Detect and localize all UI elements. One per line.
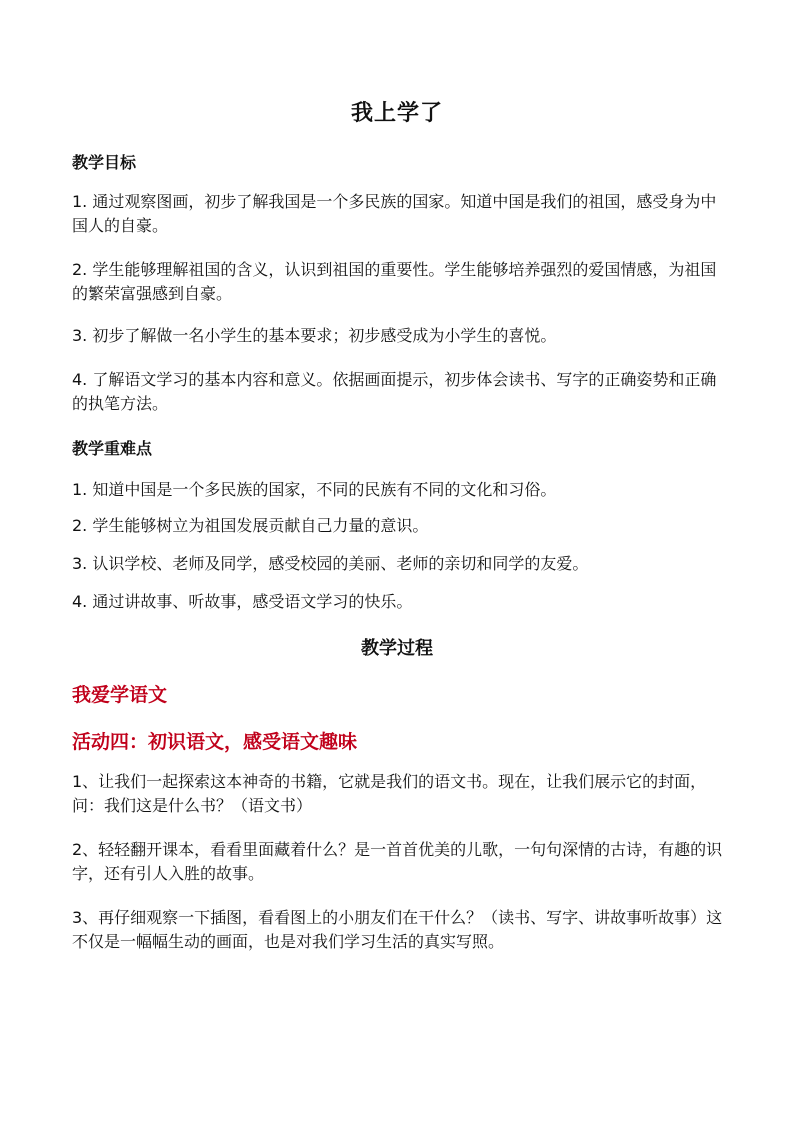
key-point-item: 3. 认识学校、老师及同学，感受校园的美丽、老师的亲切和同学的友爱。 — [72, 554, 589, 573]
goal-item: 3. 初步了解做一名小学生的基本要求；初步感受成为小学生的喜悦。 — [72, 326, 557, 345]
key-point-item: 1. 知道中国是一个多民族的国家，不同的民族有不同的文化和习俗。 — [72, 480, 557, 499]
key-points-heading: 教学重难点 — [72, 439, 153, 458]
goal-item: 4. 了解语文学习的基本内容和意义。依据画面提示，初步体会读书、写字的正确姿势和正确的执笔方法。 — [72, 370, 717, 413]
key-point-item: 2. 学生能够树立为祖国发展贡献自己力量的意识。 — [72, 516, 429, 535]
goal-item: 1. 通过观察图画，初步了解我国是一个多民族的国家。知道中国是我们的祖国，感受身为中国人的自豪。 — [72, 192, 717, 235]
process-heading: 教学过程 — [361, 638, 433, 659]
key-point-item: 4. 通过讲故事、听故事，感受语文学习的快乐。 — [72, 592, 413, 611]
goal-item: 2. 学生能够理解祖国的含义，认识到祖国的重要性。学生能够培养强烈的爱国情感，为祖国的繁荣富强感到自豪。 — [72, 260, 717, 303]
goals-heading: 教学目标 — [72, 153, 137, 172]
activity-step: 3、再仔细观察一下插图，看看图上的小朋友们在干什么？（读书、写字、讲故事听故事）这不仅是一幅幅生动的画面，也是对我们学习生活的真实写照。 — [72, 908, 723, 951]
activity-step: 1、让我们一起探索这本神奇的书籍，它就是我们的语文书。现在，让我们展示它的封面，问：我们这是什么书？（语文书） — [72, 772, 707, 815]
activity-title: 活动四：初识语文，感受语文趣味 — [72, 731, 358, 753]
section-title: 我爱学语文 — [72, 684, 168, 706]
activity-step: 2、轻轻翻开课本，看看里面藏着什么？是一首首优美的儿歌，一句句深情的古诗，有趣的识字，还有引人入胜的故事。 — [72, 840, 723, 883]
page-title: 我上学了 — [350, 101, 443, 126]
